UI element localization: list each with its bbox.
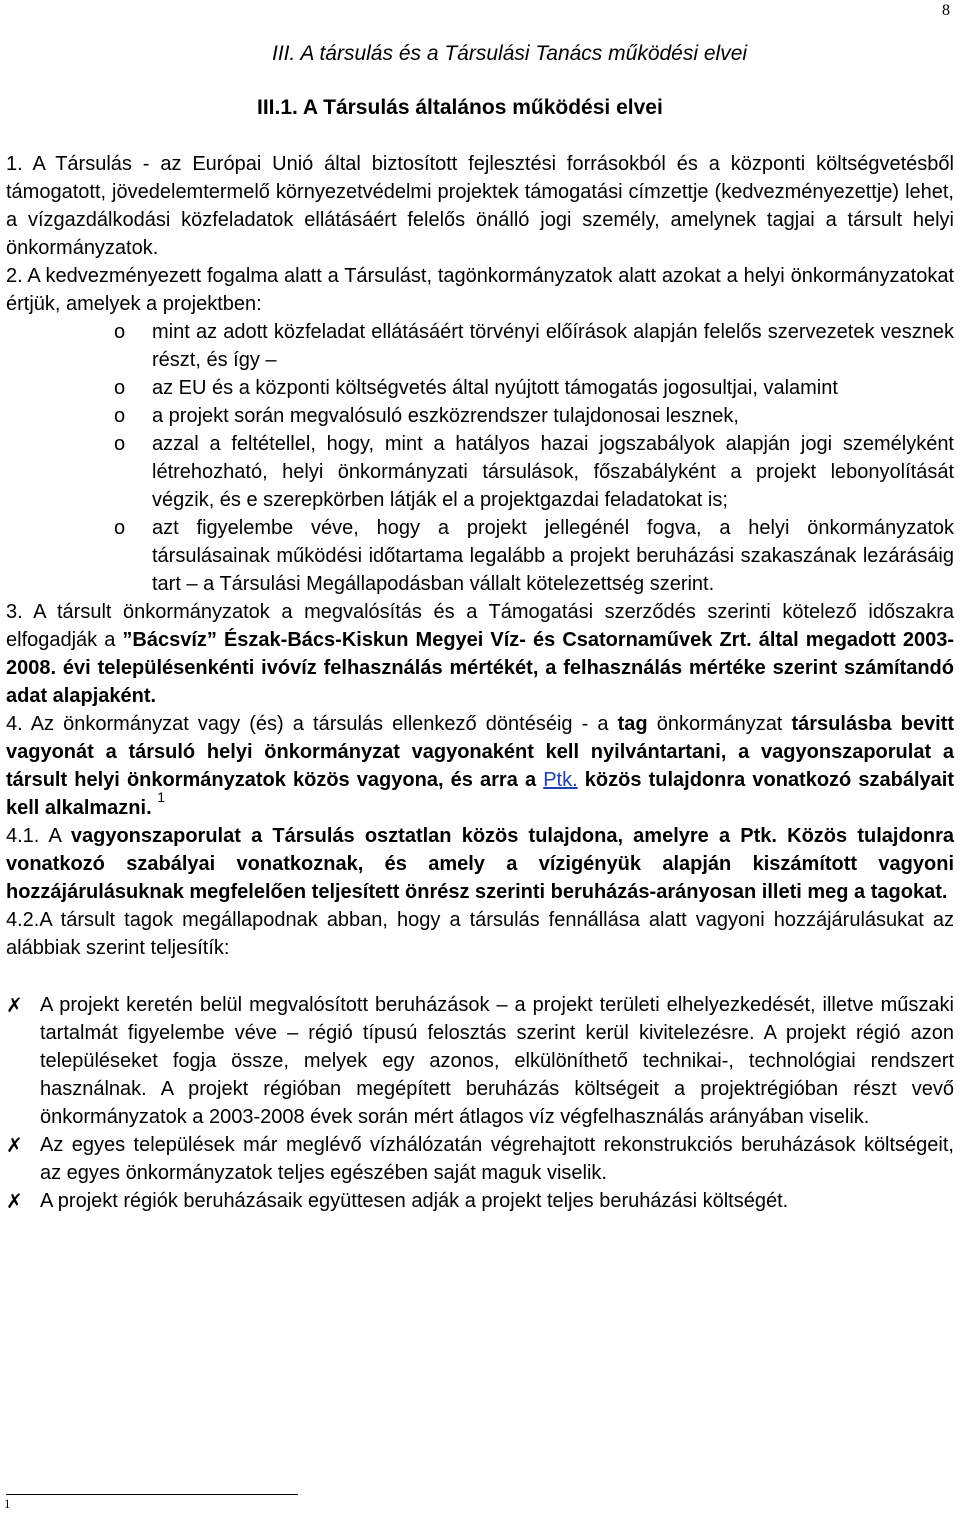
paragraph-2: 2. A kedvezményezett fogalma alatt a Társulást, tagönkormányzatok alatt azokat a helyi önkormányzatokat értjük, amelyek a projektben:: [6, 265, 954, 315]
list-item: o mint az adott közfeladat ellátásáért törvényi előírások alapján felelős szervezetek vesznek részt, és így –: [6, 318, 954, 374]
cross-bullet-icon: ✗: [6, 993, 23, 1017]
list-item: o azzal a feltétellel, hogy, mint a hatályos hazai jogszabályok alapján jogi személyként létrehozható, helyi önkormányzati társulások, főszabályként a projekt lebonyolítását végzik, és e szerepkörben látják el a projektgazdai feladatokat is;: [6, 430, 954, 514]
footnote-reference[interactable]: 1: [157, 789, 165, 806]
footnote: 1: [4, 1496, 11, 1511]
bullet-o-icon: o: [114, 405, 126, 427]
paragraph-2-list: [6, 318, 954, 598]
bullet-o-icon: o: [114, 321, 126, 343]
paragraph-3: 3. A társult önkormányzatok a megvalósítás és a Támogatási szerződés szerinti kötelező időszakra elfogadják a ”Bácsvíz” Észak-Bács-Kiskun Megyei Víz- és Csatornaművek Zrt. által megadott 2003-2008. évi településenkénti ivóvíz felhasználás mértékét, a felhasználás mértéke szerint számítandó adat alapjaként.: [6, 601, 954, 707]
section-heading: III. A társulás és a Társulási Tanács működési elvei: [272, 42, 748, 65]
paragraph-4: 4. Az önkormányzat vagy (és) a társulás ellenkező döntéséig - a tag önkormányzat társulásba bevitt vagyonát a társuló helyi önkormányzat vagyonaként kell nyilvántartani, a vagyonszaporulat a társult helyi önkormányzatok közös vagyona, és arra a Ptk. közös tulajdonra vonatkozó szabályait kell alkalmazni. $^1$: [6, 713, 955, 819]
subsection-heading: III.1. A Társulás általános működési elvei: [257, 96, 663, 119]
list-item: o a projekt során megvalósuló eszközrendszer tulajdonosai lesznek,: [6, 402, 954, 430]
list-item: ✗ A projekt régiók beruházásaik együttesen adják a projekt teljes beruházási költségét.: [6, 1189, 789, 1213]
ptk-link[interactable]: Ptk.: [543, 769, 578, 791]
cross-bullet-icon: ✗: [6, 1189, 23, 1213]
page-number: 8: [942, 2, 950, 19]
document-body: [6, 150, 954, 1215]
paragraph-1: 1. A Társulás - az Európai Unió által biztosított fejlesztési forrásokból és a központi költségvetésből támogatott, jövedelemtermelő környezetvédelmi projektek támogatási címzettje (kedvezményezettje) lehet, a vízgazdálkodási közfeladatok ellátásáért felelős önálló jogi személy, amelynek tagjai a társult helyi önkormányzatok.: [6, 153, 954, 259]
cross-bullet-icon: ✗: [6, 1133, 23, 1157]
bullet-o-icon: o: [114, 517, 126, 539]
paragraph-4-1: 4.1. A vagyonszaporulat a Társulás osztatlan közös tulajdona, amelyre a Ptk. Közös tulajdonra vonatkozó szabályai vonatkoznak, és amely a vízigényük alapján kiszámított vagyoni hozzájárulásuknak megfelelően teljesített önrész szerinti beruházás-arányosan illeti meg a tagokat.: [6, 825, 954, 903]
list-item: o azt figyelembe véve, hogy a projekt jellegénél fogva, a helyi önkormányzatok társulásainak működési időtartama legalább a projekt beruházási szakaszának lezárásáig tart – a Társulási Megállapodásban vállalt kötelezettség szerint.: [6, 514, 954, 598]
contribution-list: [6, 991, 954, 1215]
list-item: o az EU és a központi költségvetés által nyújtott támogatás jogosultjai, valamint: [6, 374, 954, 402]
paragraph-4-2: 4.2.A társult tagok megállapodnak abban, hogy a társulás fennállása alatt vagyoni hozzájárulásukat az alábbiak szerint teljesítík:: [6, 909, 954, 959]
footnote-divider: [6, 1494, 298, 1495]
list-item: ✗ A projekt keretén belül megvalósított beruházások – a projekt területi elhelyezkedését, illetve műszaki tartalmát figyelembe véve – régió típusú felosztás szerint kerül kivitelezésre. A projekt régió azon településeket fogja össze, melyek egy azonos, elkülöníthető technikai-, technológiai rendszert használnak. A projekt régióban megépített beruházás költségeit a projektrégióban részt vevő önkormányzatok a 2003-2008 évek során mért átlagos víz végfelhasználás arányában viselik.: [6, 993, 954, 1128]
list-item: ✗ Az egyes települések már meglévő vízhálózatán végrehajtott rekonstrukciós beruházások költségeit, az egyes önkormányzatok teljes egészében saját maguk viselik.: [6, 1133, 954, 1184]
bullet-o-icon: o: [114, 433, 126, 455]
bullet-o-icon: o: [114, 377, 126, 399]
